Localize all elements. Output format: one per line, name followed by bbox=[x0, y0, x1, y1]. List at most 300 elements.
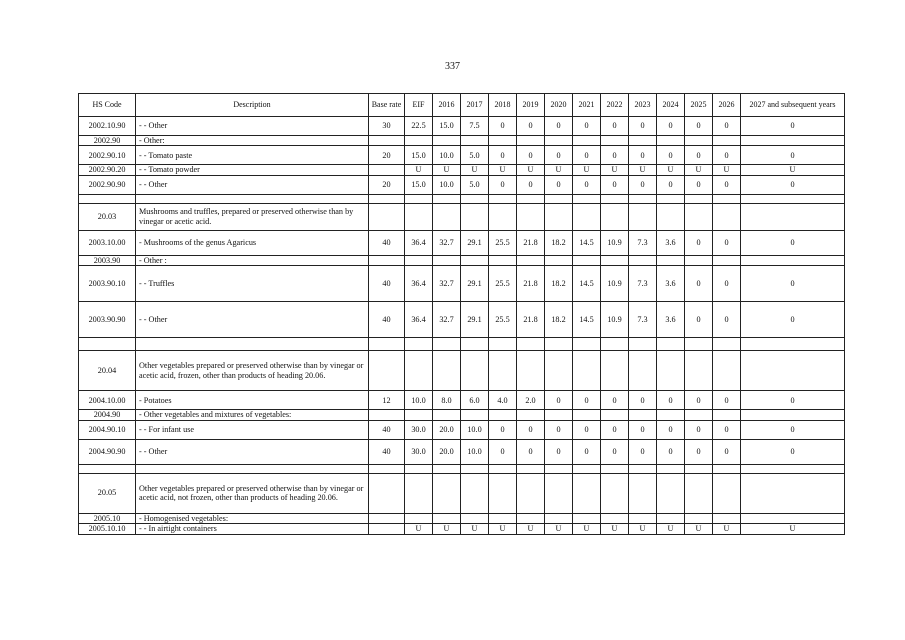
description-cell: - - Other bbox=[136, 302, 369, 338]
rate-cell: U bbox=[713, 165, 741, 175]
hs-code-cell: 20.04 bbox=[79, 351, 136, 391]
rate-cell bbox=[573, 351, 601, 391]
description-cell: Other vegetables prepared or preserved otherwise than by vinegar or acetic acid, frozen, other than products of heading 20.06. bbox=[136, 351, 369, 391]
rate-cell: 0 bbox=[713, 117, 741, 136]
rate-cell: U bbox=[461, 524, 489, 534]
rate-cell bbox=[545, 203, 573, 230]
table-row bbox=[79, 146, 845, 165]
rate-cell bbox=[405, 351, 433, 391]
description-cell: - Homogenised vegetables: bbox=[136, 513, 369, 523]
rate-cell bbox=[369, 473, 405, 513]
hs-code-cell: 2004.10.00 bbox=[79, 391, 136, 410]
table-row bbox=[79, 255, 845, 265]
hs-code-cell: 2002.90 bbox=[79, 136, 136, 146]
rate-cell: 0 bbox=[489, 117, 517, 136]
rate-cell bbox=[517, 513, 545, 523]
rate-cell bbox=[713, 194, 741, 203]
rate-cell: 5.0 bbox=[461, 175, 489, 194]
rate-cell: U bbox=[657, 165, 685, 175]
hs-code-cell: 2004.90.10 bbox=[79, 420, 136, 439]
rate-cell bbox=[629, 473, 657, 513]
rate-cell bbox=[713, 351, 741, 391]
rate-cell: U bbox=[405, 524, 433, 534]
rate-cell: U bbox=[517, 165, 545, 175]
rate-cell bbox=[461, 513, 489, 523]
rate-cell: 32.7 bbox=[433, 266, 461, 302]
rate-cell: 0 bbox=[713, 230, 741, 255]
table-row bbox=[79, 175, 845, 194]
rate-cell: 0 bbox=[517, 117, 545, 136]
rate-cell: 14.5 bbox=[573, 302, 601, 338]
rate-cell bbox=[657, 338, 685, 351]
rate-cell bbox=[545, 194, 573, 203]
rate-cell: U bbox=[685, 524, 713, 534]
rate-cell bbox=[545, 464, 573, 473]
table-body bbox=[79, 117, 845, 535]
rate-cell bbox=[685, 464, 713, 473]
rate-cell: 18.2 bbox=[545, 230, 573, 255]
rate-cell bbox=[685, 351, 713, 391]
rate-cell bbox=[433, 338, 461, 351]
rate-cell bbox=[369, 464, 405, 473]
rate-cell bbox=[489, 203, 517, 230]
tariff-schedule-table bbox=[78, 93, 845, 535]
rate-cell: 3.6 bbox=[657, 302, 685, 338]
hs-code-cell: 2002.90.20 bbox=[79, 165, 136, 175]
rate-cell: 40 bbox=[369, 230, 405, 255]
rate-cell: 0 bbox=[713, 391, 741, 410]
rate-cell bbox=[489, 351, 517, 391]
rate-cell: 3.6 bbox=[657, 230, 685, 255]
rate-cell bbox=[517, 194, 545, 203]
hs-code-cell bbox=[79, 338, 136, 351]
rate-cell: 21.8 bbox=[517, 230, 545, 255]
rate-cell: 0 bbox=[741, 420, 845, 439]
rate-cell bbox=[517, 203, 545, 230]
rate-cell: U bbox=[601, 165, 629, 175]
rate-cell: 21.8 bbox=[517, 266, 545, 302]
rate-cell bbox=[741, 136, 845, 146]
rate-cell: 0 bbox=[685, 302, 713, 338]
rate-cell: 7.5 bbox=[461, 117, 489, 136]
hs-code-cell: 20.03 bbox=[79, 203, 136, 230]
hs-code-cell: 20.05 bbox=[79, 473, 136, 513]
hs-code-cell: 2003.10.00 bbox=[79, 230, 136, 255]
column-header: 2020 bbox=[545, 94, 573, 117]
page-number: 337 bbox=[445, 61, 460, 72]
description-cell: - - Truffles bbox=[136, 266, 369, 302]
column-header: 2027 and subsequent years bbox=[741, 94, 845, 117]
description-cell: - Other: bbox=[136, 136, 369, 146]
header-row bbox=[79, 94, 845, 117]
rate-cell bbox=[369, 194, 405, 203]
rate-cell: 10.0 bbox=[433, 175, 461, 194]
rate-cell: 18.2 bbox=[545, 302, 573, 338]
description-cell bbox=[136, 194, 369, 203]
rate-cell bbox=[657, 203, 685, 230]
rate-cell: 8.0 bbox=[433, 391, 461, 410]
description-cell: - - Other bbox=[136, 439, 369, 464]
rate-cell bbox=[545, 410, 573, 420]
rate-cell bbox=[405, 255, 433, 265]
rate-cell: 0 bbox=[741, 175, 845, 194]
rate-cell: 0 bbox=[685, 117, 713, 136]
table-row bbox=[79, 420, 845, 439]
rate-cell: 0 bbox=[545, 439, 573, 464]
rate-cell: 0 bbox=[517, 146, 545, 165]
rate-cell: 0 bbox=[545, 117, 573, 136]
rate-cell bbox=[657, 255, 685, 265]
rate-cell: 20 bbox=[369, 146, 405, 165]
rate-cell bbox=[461, 464, 489, 473]
rate-cell: 15.0 bbox=[405, 175, 433, 194]
table-row bbox=[79, 351, 845, 391]
column-header: 2023 bbox=[629, 94, 657, 117]
rate-cell: 0 bbox=[573, 175, 601, 194]
rate-cell: 0 bbox=[545, 146, 573, 165]
rate-cell bbox=[713, 203, 741, 230]
rate-cell: U bbox=[545, 165, 573, 175]
rate-cell bbox=[369, 338, 405, 351]
rate-cell: 15.0 bbox=[405, 146, 433, 165]
rate-cell bbox=[489, 338, 517, 351]
rate-cell bbox=[433, 194, 461, 203]
hs-code-cell: 2002.90.90 bbox=[79, 175, 136, 194]
rate-cell: 10.0 bbox=[433, 146, 461, 165]
table-row bbox=[79, 473, 845, 513]
rate-cell bbox=[685, 410, 713, 420]
rate-cell bbox=[713, 410, 741, 420]
rate-cell bbox=[685, 338, 713, 351]
rate-cell: 0 bbox=[517, 439, 545, 464]
rate-cell: 0 bbox=[741, 146, 845, 165]
rate-cell: 0 bbox=[713, 420, 741, 439]
rate-cell bbox=[461, 351, 489, 391]
rate-cell bbox=[517, 136, 545, 146]
rate-cell: 0 bbox=[545, 175, 573, 194]
column-header: 2022 bbox=[601, 94, 629, 117]
rate-cell bbox=[657, 351, 685, 391]
rate-cell bbox=[741, 410, 845, 420]
rate-cell bbox=[629, 410, 657, 420]
rate-cell: 40 bbox=[369, 439, 405, 464]
rate-cell: 30.0 bbox=[405, 420, 433, 439]
rate-cell bbox=[629, 464, 657, 473]
rate-cell: U bbox=[489, 524, 517, 534]
column-header: 2021 bbox=[573, 94, 601, 117]
rate-cell bbox=[657, 513, 685, 523]
rate-cell: 32.7 bbox=[433, 230, 461, 255]
rate-cell bbox=[461, 338, 489, 351]
hs-code-cell: 2005.10 bbox=[79, 513, 136, 523]
rate-cell bbox=[685, 203, 713, 230]
rate-cell bbox=[685, 194, 713, 203]
rate-cell bbox=[601, 255, 629, 265]
rate-cell bbox=[573, 410, 601, 420]
rate-cell bbox=[489, 410, 517, 420]
table-row bbox=[79, 338, 845, 351]
rate-cell bbox=[713, 473, 741, 513]
rate-cell bbox=[601, 203, 629, 230]
rate-cell bbox=[369, 255, 405, 265]
table-row bbox=[79, 439, 845, 464]
description-cell bbox=[136, 464, 369, 473]
rate-cell bbox=[573, 464, 601, 473]
rate-cell: 0 bbox=[713, 302, 741, 338]
rate-cell bbox=[405, 464, 433, 473]
rate-cell bbox=[629, 136, 657, 146]
rate-cell: 0 bbox=[489, 146, 517, 165]
rate-cell: 5.0 bbox=[461, 146, 489, 165]
rate-cell: 0 bbox=[545, 420, 573, 439]
rate-cell: 29.1 bbox=[461, 230, 489, 255]
rate-cell: 25.5 bbox=[489, 230, 517, 255]
rate-cell: 20 bbox=[369, 175, 405, 194]
rate-cell bbox=[685, 513, 713, 523]
rate-cell bbox=[433, 410, 461, 420]
rate-cell: 25.5 bbox=[489, 266, 517, 302]
column-header: 2018 bbox=[489, 94, 517, 117]
rate-cell bbox=[713, 136, 741, 146]
rate-cell: 25.5 bbox=[489, 302, 517, 338]
rate-cell: 36.4 bbox=[405, 266, 433, 302]
rate-cell bbox=[433, 473, 461, 513]
rate-cell: 0 bbox=[657, 146, 685, 165]
rate-cell: 0 bbox=[741, 230, 845, 255]
rate-cell: 29.1 bbox=[461, 266, 489, 302]
hs-code-cell: 2004.90.90 bbox=[79, 439, 136, 464]
rate-cell: 0 bbox=[573, 420, 601, 439]
rate-cell bbox=[573, 473, 601, 513]
rate-cell: 0 bbox=[489, 175, 517, 194]
rate-cell: U bbox=[517, 524, 545, 534]
rate-cell bbox=[369, 136, 405, 146]
table-row bbox=[79, 266, 845, 302]
column-header: HS Code bbox=[79, 94, 136, 117]
rate-cell bbox=[369, 410, 405, 420]
rate-cell: 0 bbox=[713, 439, 741, 464]
rate-cell: 10.9 bbox=[601, 266, 629, 302]
hs-code-cell: 2002.90.10 bbox=[79, 146, 136, 165]
rate-cell: 18.2 bbox=[545, 266, 573, 302]
rate-cell: 10.9 bbox=[601, 230, 629, 255]
table-row bbox=[79, 524, 845, 534]
rate-cell: 0 bbox=[629, 420, 657, 439]
table-row bbox=[79, 391, 845, 410]
rate-cell bbox=[369, 203, 405, 230]
rate-cell: U bbox=[713, 524, 741, 534]
rate-cell bbox=[573, 255, 601, 265]
rate-cell bbox=[545, 338, 573, 351]
rate-cell bbox=[489, 136, 517, 146]
rate-cell bbox=[601, 473, 629, 513]
rate-cell: U bbox=[433, 524, 461, 534]
rate-cell: 0 bbox=[657, 175, 685, 194]
rate-cell: U bbox=[741, 165, 845, 175]
rate-cell: 0 bbox=[741, 391, 845, 410]
hs-code-cell: 2003.90 bbox=[79, 255, 136, 265]
rate-cell: 0 bbox=[685, 391, 713, 410]
rate-cell: 14.5 bbox=[573, 230, 601, 255]
rate-cell: 0 bbox=[629, 175, 657, 194]
rate-cell bbox=[545, 255, 573, 265]
rate-cell: 0 bbox=[741, 439, 845, 464]
rate-cell bbox=[461, 194, 489, 203]
rate-cell bbox=[601, 351, 629, 391]
rate-cell: U bbox=[489, 165, 517, 175]
rate-cell: 7.3 bbox=[629, 230, 657, 255]
rate-cell bbox=[433, 203, 461, 230]
column-header: 2025 bbox=[685, 94, 713, 117]
rate-cell: U bbox=[573, 165, 601, 175]
description-cell: - Other : bbox=[136, 255, 369, 265]
rate-cell bbox=[489, 464, 517, 473]
rate-cell bbox=[629, 255, 657, 265]
rate-cell bbox=[405, 194, 433, 203]
rate-cell: 0 bbox=[629, 391, 657, 410]
rate-cell bbox=[741, 351, 845, 391]
rate-cell: 0 bbox=[713, 266, 741, 302]
description-cell: - Potatoes bbox=[136, 391, 369, 410]
rate-cell: 0 bbox=[573, 391, 601, 410]
rate-cell bbox=[741, 203, 845, 230]
rate-cell bbox=[517, 351, 545, 391]
rate-cell: 0 bbox=[573, 117, 601, 136]
table-row bbox=[79, 302, 845, 338]
rate-cell bbox=[741, 255, 845, 265]
rate-cell: U bbox=[545, 524, 573, 534]
description-cell: Mushrooms and truffles, prepared or preserved otherwise than by vinegar or acetic acid. bbox=[136, 203, 369, 230]
rate-cell bbox=[405, 338, 433, 351]
rate-cell: 36.4 bbox=[405, 230, 433, 255]
rate-cell: 0 bbox=[489, 420, 517, 439]
description-cell: - Mushrooms of the genus Agaricus bbox=[136, 230, 369, 255]
rate-cell bbox=[405, 410, 433, 420]
rate-cell bbox=[517, 473, 545, 513]
table-row bbox=[79, 194, 845, 203]
rate-cell: 0 bbox=[657, 117, 685, 136]
rate-cell: 0 bbox=[545, 391, 573, 410]
rate-cell bbox=[601, 410, 629, 420]
rate-cell bbox=[461, 203, 489, 230]
description-cell: - - Other bbox=[136, 175, 369, 194]
rate-cell bbox=[601, 513, 629, 523]
rate-cell bbox=[629, 351, 657, 391]
rate-cell: 40 bbox=[369, 266, 405, 302]
table-row bbox=[79, 136, 845, 146]
rate-cell bbox=[685, 473, 713, 513]
rate-cell bbox=[629, 194, 657, 203]
rate-cell bbox=[657, 410, 685, 420]
rate-cell bbox=[369, 165, 405, 175]
rate-cell bbox=[369, 513, 405, 523]
rate-cell: 0 bbox=[601, 391, 629, 410]
rate-cell: 0 bbox=[685, 420, 713, 439]
rate-cell bbox=[517, 410, 545, 420]
rate-cell bbox=[545, 136, 573, 146]
rate-cell: 0 bbox=[629, 146, 657, 165]
rate-cell: 21.8 bbox=[517, 302, 545, 338]
rate-cell bbox=[601, 136, 629, 146]
column-header: Base rate bbox=[369, 94, 405, 117]
rate-cell bbox=[573, 513, 601, 523]
rate-cell: U bbox=[461, 165, 489, 175]
table-row bbox=[79, 117, 845, 136]
rate-cell: 7.3 bbox=[629, 302, 657, 338]
hs-code-cell: 2004.90 bbox=[79, 410, 136, 420]
rate-cell: 0 bbox=[601, 117, 629, 136]
rate-cell bbox=[713, 464, 741, 473]
hs-code-cell: 2005.10.10 bbox=[79, 524, 136, 534]
rate-cell bbox=[601, 194, 629, 203]
rate-cell bbox=[657, 194, 685, 203]
rate-cell bbox=[489, 194, 517, 203]
rate-cell bbox=[405, 136, 433, 146]
hs-code-cell: 2003.90.10 bbox=[79, 266, 136, 302]
rate-cell bbox=[713, 255, 741, 265]
rate-cell bbox=[741, 513, 845, 523]
rate-cell bbox=[741, 473, 845, 513]
rate-cell bbox=[369, 524, 405, 534]
description-cell: - - In airtight containers bbox=[136, 524, 369, 534]
column-header: 2017 bbox=[461, 94, 489, 117]
rate-cell bbox=[741, 464, 845, 473]
column-header: EIF bbox=[405, 94, 433, 117]
rate-cell: 12 bbox=[369, 391, 405, 410]
rate-cell: 0 bbox=[517, 420, 545, 439]
rate-cell: 0 bbox=[685, 175, 713, 194]
description-cell: - - Tomato powder bbox=[136, 165, 369, 175]
rate-cell: 10.9 bbox=[601, 302, 629, 338]
rate-cell: 40 bbox=[369, 302, 405, 338]
description-cell: - Other vegetables and mixtures of vegetables: bbox=[136, 410, 369, 420]
rate-cell: 10.0 bbox=[461, 420, 489, 439]
table-row bbox=[79, 230, 845, 255]
rate-cell bbox=[629, 513, 657, 523]
rate-cell: U bbox=[629, 524, 657, 534]
rate-cell: 20.0 bbox=[433, 439, 461, 464]
rate-cell: 40 bbox=[369, 420, 405, 439]
rate-cell: 30.0 bbox=[405, 439, 433, 464]
hs-code-cell bbox=[79, 194, 136, 203]
rate-cell: 0 bbox=[741, 117, 845, 136]
description-cell: - - For infant use bbox=[136, 420, 369, 439]
rate-cell: 0 bbox=[629, 117, 657, 136]
rate-cell bbox=[545, 351, 573, 391]
rate-cell: 0 bbox=[685, 266, 713, 302]
rate-cell bbox=[629, 338, 657, 351]
rate-cell bbox=[629, 203, 657, 230]
rate-cell: 7.3 bbox=[629, 266, 657, 302]
rate-cell bbox=[573, 338, 601, 351]
rate-cell: 0 bbox=[601, 175, 629, 194]
table-row bbox=[79, 464, 845, 473]
rate-cell bbox=[657, 464, 685, 473]
rate-cell bbox=[657, 473, 685, 513]
rate-cell bbox=[433, 255, 461, 265]
rate-cell: 14.5 bbox=[573, 266, 601, 302]
rate-cell bbox=[713, 513, 741, 523]
rate-cell: 20.0 bbox=[433, 420, 461, 439]
rate-cell bbox=[405, 513, 433, 523]
rate-cell bbox=[405, 473, 433, 513]
rate-cell: U bbox=[657, 524, 685, 534]
description-cell: - - Tomato paste bbox=[136, 146, 369, 165]
rate-cell: 0 bbox=[657, 439, 685, 464]
rate-cell: 0 bbox=[685, 230, 713, 255]
rate-cell bbox=[489, 255, 517, 265]
description-cell bbox=[136, 338, 369, 351]
